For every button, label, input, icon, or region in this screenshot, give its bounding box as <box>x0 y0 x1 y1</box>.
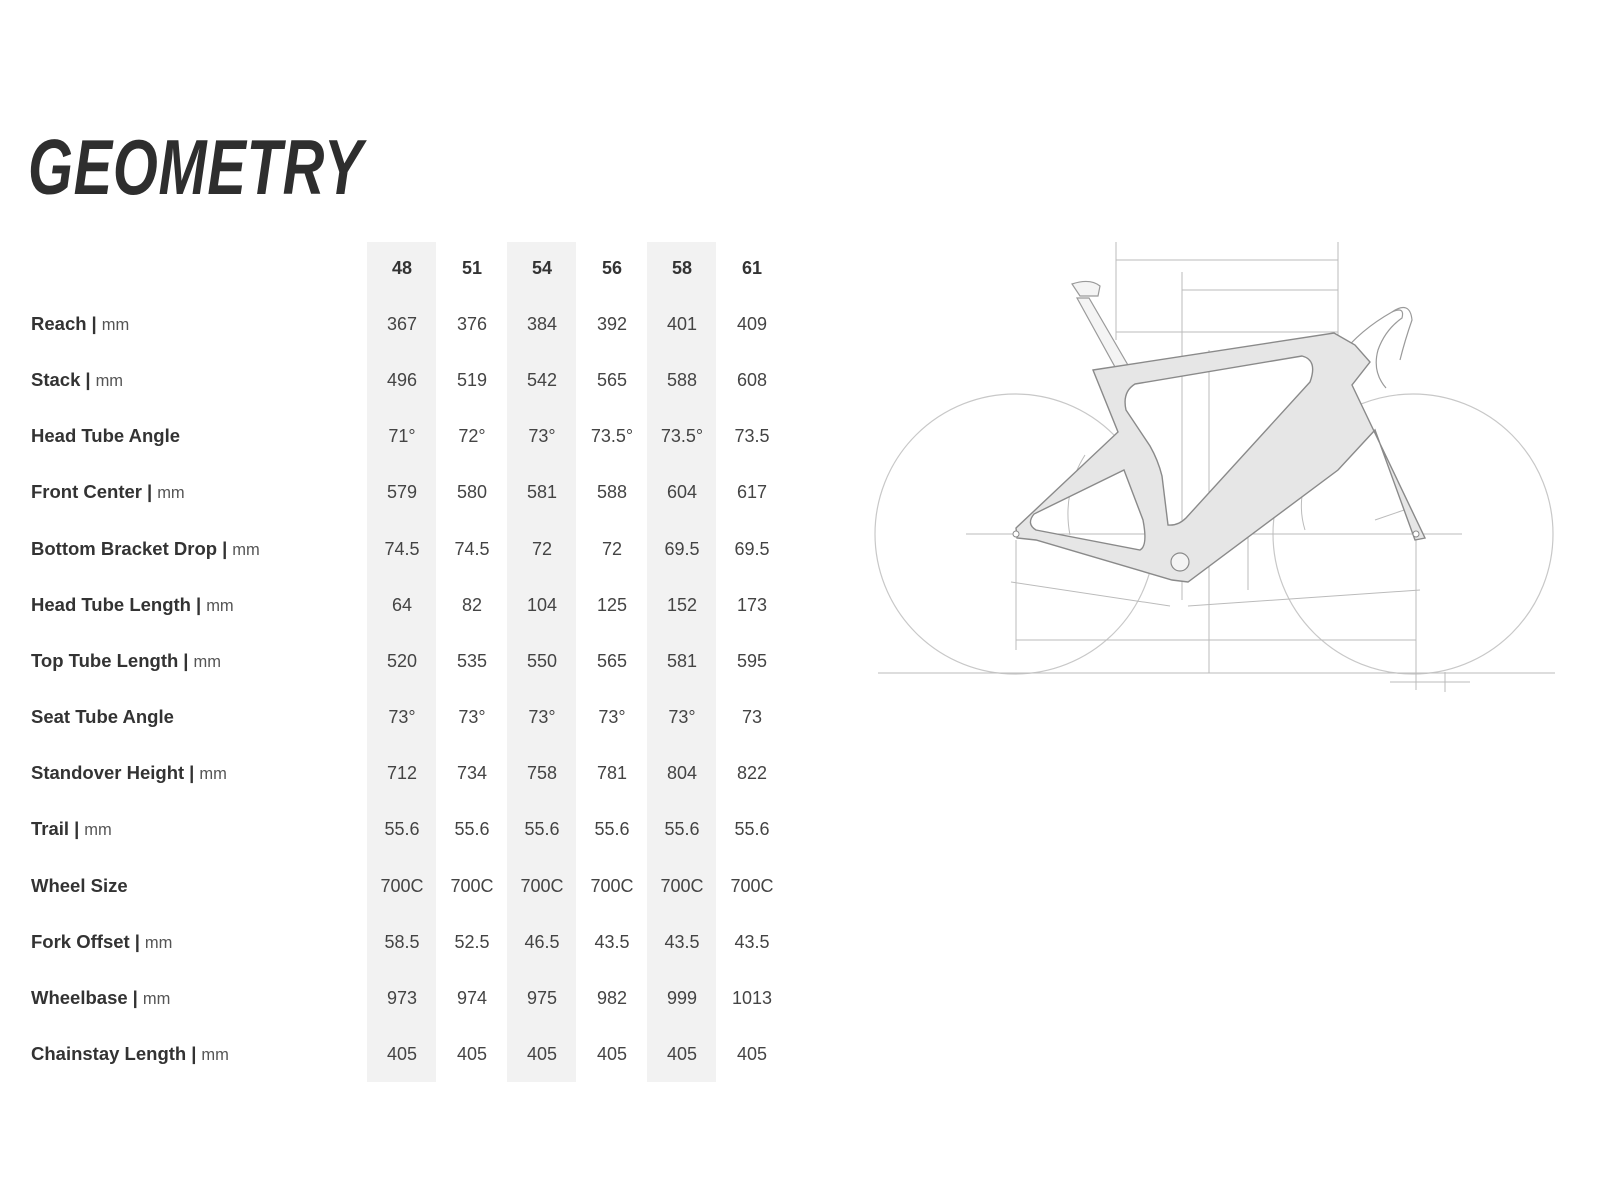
table-cell: 55.6 <box>664 819 700 839</box>
table-cell: 700C <box>380 876 424 896</box>
row-label <box>31 987 170 1009</box>
table-cell: 604 <box>666 482 698 502</box>
table-cell: 104 <box>526 595 558 615</box>
table-cell: 712 <box>386 763 418 783</box>
table-cell: 405 <box>456 1044 488 1064</box>
table-cell: 804 <box>666 763 698 783</box>
front-axle <box>1413 531 1419 537</box>
table-cell: 405 <box>736 1044 768 1064</box>
table-cell: 392 <box>596 314 628 334</box>
row-label <box>31 313 129 335</box>
table-cell: 384 <box>526 314 558 334</box>
row-label-separator: | <box>191 1043 197 1064</box>
row-label <box>31 818 112 840</box>
table-cell: 734 <box>456 763 488 783</box>
table-cell: 405 <box>386 1044 418 1064</box>
table-cell: 367 <box>386 314 418 334</box>
row-label-text: Trail <box>31 818 70 839</box>
row-unit: mm <box>144 934 173 952</box>
size-header: 51 <box>461 258 483 278</box>
row-label <box>31 594 234 616</box>
table-cell: 535 <box>456 651 488 671</box>
table-cell: 73.5° <box>660 426 704 446</box>
row-unit: mm <box>201 1046 229 1064</box>
table-cell: 69.5 <box>664 539 700 559</box>
row-label-separator: | <box>183 650 189 671</box>
table-cell: 69.5 <box>734 539 770 559</box>
row-label-separator: | <box>85 369 91 390</box>
table-cell: 73.5 <box>734 426 770 446</box>
table-cell: 72 <box>601 539 623 559</box>
table-cell: 73° <box>598 707 626 727</box>
page-title: GEOMETRY <box>28 123 364 211</box>
table-cell: 617 <box>736 482 768 502</box>
row-unit: mm <box>84 821 112 839</box>
row-label <box>31 369 123 391</box>
seatpost-and-saddle <box>1072 281 1132 376</box>
size-header: 61 <box>741 258 763 278</box>
row-label <box>31 425 180 447</box>
table-cell: 376 <box>456 314 488 334</box>
row-label-text: Fork Offset <box>31 931 130 952</box>
table-cell: 73° <box>668 707 696 727</box>
table-cell: 73° <box>528 426 556 446</box>
table-cell: 496 <box>386 370 418 390</box>
table-cell: 405 <box>526 1044 558 1064</box>
table-cell: 822 <box>736 763 768 783</box>
table-cell: 43.5 <box>664 932 700 952</box>
row-label-text: Bottom Bracket Drop <box>31 538 218 559</box>
row-label-text: Reach <box>31 313 87 334</box>
row-label <box>31 650 221 672</box>
table-cell: 72 <box>531 539 553 559</box>
row-label-separator: | <box>134 931 140 952</box>
row-label-text: Stack <box>31 369 81 390</box>
table-cell: 542 <box>526 370 558 390</box>
row-label-text: Top Tube Length <box>31 650 179 671</box>
table-cell: 52.5 <box>454 932 490 952</box>
table-cell: 72° <box>458 426 486 446</box>
table-cell: 550 <box>526 651 558 671</box>
row-unit: mm <box>232 541 260 559</box>
row-label <box>31 1043 229 1065</box>
row-label-separator: | <box>196 594 202 615</box>
table-cell: 55.6 <box>734 819 770 839</box>
table-cell: 73° <box>458 707 486 727</box>
table-cell: 73 <box>741 707 763 727</box>
table-cell: 581 <box>526 482 558 502</box>
table-cell: 46.5 <box>524 932 560 952</box>
table-cell: 580 <box>456 482 488 502</box>
table-cell: 405 <box>666 1044 698 1064</box>
size-header: 56 <box>601 258 623 278</box>
row-label <box>31 875 128 897</box>
row-label <box>31 762 227 784</box>
size-header: 48 <box>391 258 413 278</box>
table-cell: 125 <box>596 595 628 615</box>
table-cell: 64 <box>391 595 413 615</box>
table-cell: 55.6 <box>384 819 420 839</box>
row-label <box>31 538 260 560</box>
row-label-text: Wheelbase <box>31 987 128 1008</box>
table-cell: 700C <box>450 876 494 896</box>
row-unit: mm <box>101 316 130 334</box>
bike-frame <box>1016 333 1425 582</box>
table-cell: 1013 <box>731 988 773 1008</box>
row-unit: mm <box>199 765 227 783</box>
row-unit: mm <box>142 990 171 1008</box>
dimension-lines <box>878 242 1555 692</box>
table-cell: 565 <box>596 651 628 671</box>
table-cell: 781 <box>596 763 628 783</box>
table-cell: 700C <box>520 876 564 896</box>
table-cell: 73° <box>528 707 556 727</box>
table-cell: 588 <box>596 482 628 502</box>
table-cell: 405 <box>596 1044 628 1064</box>
row-label-text: Wheel Size <box>31 875 128 896</box>
bike-geometry-diagram <box>870 238 1570 698</box>
row-label-separator: | <box>189 762 195 783</box>
table-cell: 152 <box>666 595 698 615</box>
table-cell: 581 <box>666 651 698 671</box>
table-cell: 74.5 <box>454 539 490 559</box>
row-label-text: Standover Height <box>31 762 185 783</box>
table-cell: 82 <box>461 595 483 615</box>
row-label <box>31 931 172 953</box>
table-cell: 700C <box>660 876 704 896</box>
table-cell: 43.5 <box>734 932 770 952</box>
table-cell: 43.5 <box>594 932 630 952</box>
row-label <box>31 706 174 728</box>
table-cell: 974 <box>456 988 488 1008</box>
table-cell: 565 <box>596 370 628 390</box>
row-unit: mm <box>193 653 221 671</box>
table-cell: 173 <box>736 595 768 615</box>
table-cell: 409 <box>736 314 768 334</box>
table-cell: 58.5 <box>384 932 420 952</box>
table-cell: 700C <box>590 876 634 896</box>
table-cell: 73° <box>388 707 416 727</box>
size-header: 58 <box>671 258 693 278</box>
row-label-text: Front Center <box>31 481 142 502</box>
table-cell: 55.6 <box>594 819 630 839</box>
row-label-separator: | <box>74 818 80 839</box>
table-cell: 758 <box>526 763 558 783</box>
rear-axle <box>1013 531 1019 537</box>
table-cell: 74.5 <box>384 539 420 559</box>
table-cell: 595 <box>736 651 768 671</box>
table-cell: 71° <box>388 426 416 446</box>
row-label-separator: | <box>222 538 228 559</box>
table-cell: 519 <box>456 370 488 390</box>
table-cell: 973 <box>386 988 418 1008</box>
table-cell: 520 <box>386 651 418 671</box>
row-label-text: Head Tube Angle <box>31 425 181 446</box>
row-unit: mm <box>206 597 234 615</box>
row-label-text: Head Tube Length <box>31 594 191 615</box>
size-header: 54 <box>531 258 553 278</box>
table-cell: 401 <box>666 314 698 334</box>
row-unit: mm <box>157 484 185 502</box>
table-cell: 608 <box>736 370 768 390</box>
row-label-separator: | <box>132 987 138 1008</box>
table-cell: 975 <box>526 988 558 1008</box>
table-cell: 73.5° <box>590 426 634 446</box>
table-cell: 700C <box>730 876 774 896</box>
table-cell: 579 <box>386 482 418 502</box>
table-cell: 55.6 <box>524 819 560 839</box>
row-label-text: Seat Tube Angle <box>31 706 174 727</box>
table-cell: 588 <box>666 370 698 390</box>
table-cell: 999 <box>666 988 698 1008</box>
row-label-separator: | <box>147 481 153 502</box>
row-label-text: Chainstay Length <box>31 1043 187 1064</box>
bottom-bracket <box>1171 553 1189 571</box>
row-unit: mm <box>95 372 124 390</box>
row-label <box>31 481 185 503</box>
table-cell: 55.6 <box>454 819 490 839</box>
row-label-separator: | <box>91 313 97 334</box>
table-cell: 982 <box>596 988 628 1008</box>
